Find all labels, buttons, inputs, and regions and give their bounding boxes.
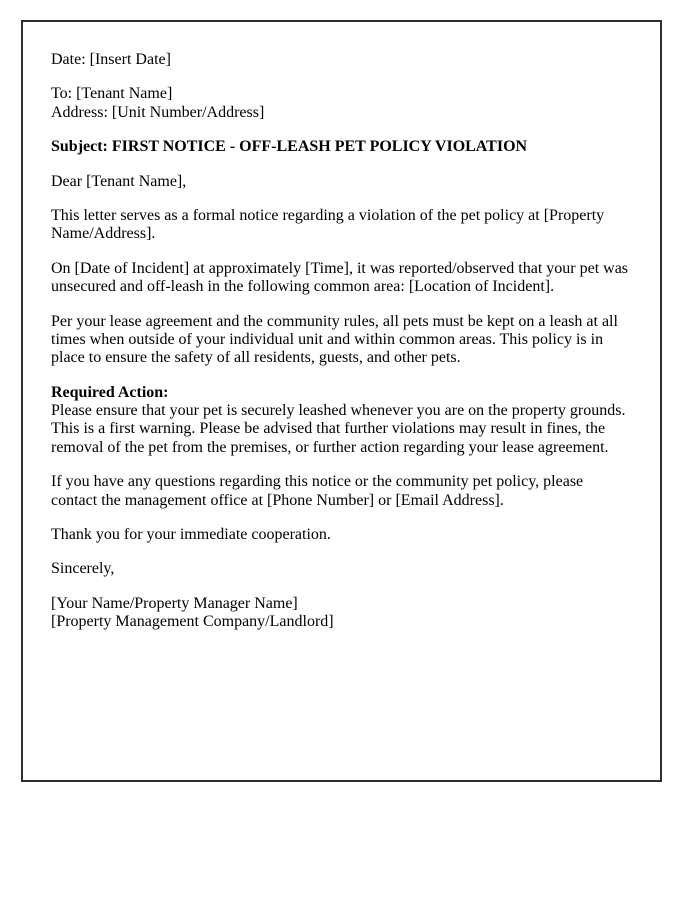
salutation: Dear [Tenant Name], — [51, 172, 187, 190]
signature-company-line: [Property Management Company/Landlord] — [51, 613, 334, 631]
required-action-block — [51, 384, 630, 458]
body-paragraph-2: On [Date of Incident] at approximately [Time], it was reported/observed that your pet was unsecured and off-leash in the following common area: [Location of Incident]. — [51, 259, 629, 296]
thanks-line: Thank you for your immediate cooperation. — [51, 526, 331, 544]
required-action-heading: Required Action: — [51, 383, 169, 401]
to-line: To: [Tenant Name] — [51, 85, 173, 103]
body-paragraph-3: Per your lease agreement and the community rules, all pets must be kept on a leash at all times when outside of your individual unit and within common areas. This policy is in place to ensure the safety of all residents, guests, and other pets. — [51, 312, 618, 367]
signature-name-line: [Your Name/Property Manager Name] — [51, 594, 298, 612]
letter-document — [21, 20, 662, 782]
date-line: Date: [Insert Date] — [51, 51, 171, 68]
contact-paragraph: If you have any questions regarding this notice or the community pet policy, please contact the management office at [Phone Number] or [Email Address]. — [51, 473, 584, 509]
required-action-body: Please ensure that your pet is securely leashed whenever you are on the property grounds. This is a first warning. Please be advised that further violations may result in fines, the removal of the pet from the premises, or further action regarding your lease agreement. — [51, 402, 626, 456]
body-paragraph-1: This letter serves as a formal notice regarding a violation of the pet policy at [Property Name/Address]. — [51, 206, 605, 243]
subject-line: Subject: FIRST NOTICE - OFF-LEASH PET POLICY VIOLATION — [51, 138, 528, 156]
recipient-block — [51, 85, 630, 122]
signature-block — [51, 595, 630, 632]
address-line: Address: [Unit Number/Address] — [51, 103, 265, 121]
closing: Sincerely, — [51, 560, 115, 578]
